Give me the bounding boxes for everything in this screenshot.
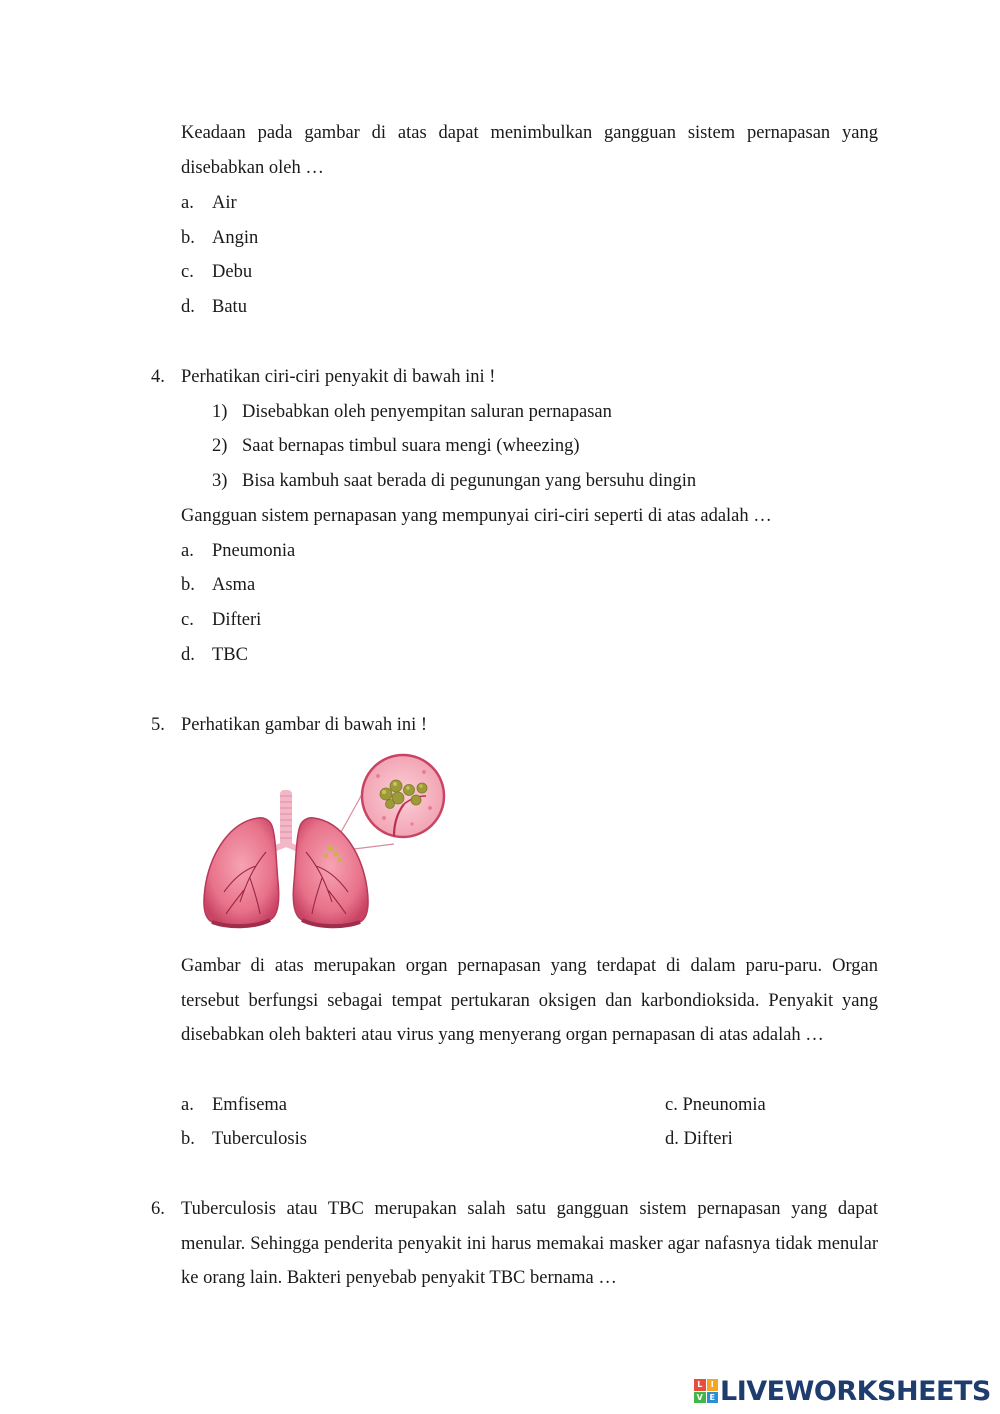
right-lung <box>293 818 368 925</box>
q4-number: 4. <box>151 367 165 387</box>
q5-stem: Perhatikan gambar di bawah ini ! <box>181 715 428 735</box>
q3-stem: Keadaan pada gambar di atas dapat menimbulkan gangguan sistem pernapasan yang disebabkan oleh … <box>181 123 878 178</box>
logo-badge-icon: L I V E <box>694 1379 718 1403</box>
logo-wordmark: LIVEWORKSHEETS <box>720 1375 991 1407</box>
q5-option-c[interactable]: c. Pneunomia <box>665 1095 766 1115</box>
q4-question: Gangguan sistem pernapasan yang mempunyai ciri-ciri seperti di atas adalah … <box>181 506 772 526</box>
alveoli-zoom <box>362 755 444 837</box>
left-lung <box>204 818 279 925</box>
q6-number: 6. <box>151 1199 165 1219</box>
q4-stem: Perhatikan ciri-ciri penyakit di bawah ini ! <box>181 367 496 387</box>
worksheet-page: Keadaan pada gambar di atas dapat menimbulkan gangguan sistem pernapasan yang disebabkan oleh … a. Air b. Angin c. Debu d. Batu 4. Perhatikan ciri-ciri penyakit di bawah ini ! 1) Disebabkan oleh penyempitan saluran pernapasan 2) Saat bernapas timbul suara mengi (wheezing) 3) Bisa kambuh saat berada di pegunungan yang bersuhu dingin Gangguan sistem pernapasan yang mempunyai ciri-ciri seperti di atas adalah … a. Pneumonia b. Asma c. Difteri d. TBC 5. Perhatikan gambar di bawah ini ! Gambar di atas merupakan organ pernapasan yang terdapat di dalam paru-paru. Organ tersebut berfungsi sebagai tempat pertukaran oksigen dan karbondioksida. Penyakit yang disebabkan oleh bakteri atau virus yang menyerang organ pernapasan di atas adalah … a. Emfisema b. Tuberculosis c. Pneunomia d. Difteri 6. Tuberculosis atau TBC merupakan salah satu gangguan sistem pernapasan yang dapat menular. Sehingga penderita penyakit ini harus memakai masker agar nafasnya tidak menular ke orang lain. Bakteri penyebab penyakit TBC bernama … L I V E LIVEWORKSHEETS <box>0 0 1000 1414</box>
q5-option-d[interactable]: d. Difteri <box>665 1129 733 1149</box>
q5-number: 5. <box>151 715 165 735</box>
lungs-alveoli-icon <box>198 752 448 932</box>
q6-stem: Tuberculosis atau TBC merupakan salah satu gangguan sistem pernapasan yang dapat menular. Sehingga penderita penyakit ini harus memakai masker agar nafasnya tidak menular ke orang lain. Bakteri penyebab penyakit TBC bernama … <box>181 1199 878 1289</box>
q5-question: Gambar di atas merupakan organ pernapasan yang terdapat di dalam paru-paru. Organ tersebut berfungsi sebagai tempat pertukaran oksigen dan karbondioksida. Penyakit yang disebabkan oleh bakteri atau virus yang menyerang organ pernapasan di atas adalah … <box>181 956 878 1046</box>
liveworksheets-logo <box>694 1374 991 1408</box>
